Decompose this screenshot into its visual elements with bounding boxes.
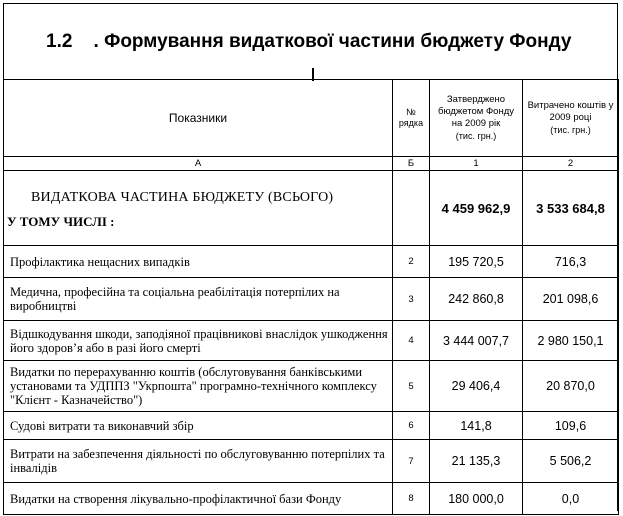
table-row (4, 321, 619, 361)
table-row (4, 278, 619, 321)
header-approved-unit: (тис. грн.) (455, 131, 497, 141)
total-approved: 4 459 962,9 (430, 171, 523, 246)
header-row (4, 80, 619, 157)
letter-b: Б (393, 157, 430, 171)
total-spent: 3 533 684,8 (523, 171, 619, 246)
table-row (4, 246, 619, 278)
header-approved-label: Затверджено бюджетом Фонду на 2009 рік (438, 94, 514, 129)
row-approved: 180 000,0 (430, 483, 523, 515)
title-row (4, 3, 617, 80)
row-name: Видатки по перерахуванню коштів (обслуговування банківськими установами та УДППЗ "Укрпошта" програмно-технічного комплексу "Клієнт - Казначейство") (4, 361, 393, 412)
row-no: 2 (393, 246, 430, 278)
row-approved: 21 135,3 (430, 440, 523, 483)
header-approved (430, 80, 523, 157)
expenditure-table (3, 79, 619, 515)
row-spent: 201 098,6 (523, 278, 619, 321)
letter-2: 2 (523, 157, 619, 171)
total-label-cell (4, 171, 393, 246)
row-spent: 716,3 (523, 246, 619, 278)
letter-1: 1 (430, 157, 523, 171)
row-spent: 20 870,0 (523, 361, 619, 412)
row-no: 8 (393, 483, 430, 515)
section-title (46, 31, 571, 53)
row-spent: 109,6 (523, 412, 619, 440)
header-spent-label: Витрачено коштів у 2009 році (527, 100, 614, 123)
row-name: Видатки на створення лікувально-профілактичної бази Фонду (4, 483, 393, 515)
column-letters-row (4, 157, 619, 171)
table-row (4, 412, 619, 440)
total-label: ВИДАТКОВА ЧАСТИНА БЮДЖЕТУ (ВСЬОГО) (31, 190, 334, 205)
row-name: Медична, професійна та соціальна реабілітація потерпілих на виробництві (4, 278, 393, 321)
row-name: Витрати на забезпечення діяльності по обслуговуванню потерпілих та інвалідів (4, 440, 393, 483)
section-title-text: . Формування видаткової частини бюджету Фонду (93, 31, 572, 52)
row-spent: 5 506,2 (523, 440, 619, 483)
total-row-no (393, 171, 430, 246)
header-row-no: № рядка (393, 80, 430, 157)
row-no: 4 (393, 321, 430, 361)
total-sublabel: У ТОМУ ЧИСЛІ : (7, 214, 115, 229)
row-name: Судові витрати та виконавчий збір (4, 412, 393, 440)
row-spent: 0,0 (523, 483, 619, 515)
row-no: 3 (393, 278, 430, 321)
section-number: 1.2 (46, 31, 73, 52)
row-spent: 2 980 150,1 (523, 321, 619, 361)
row-name: Відшкодування шкоди, заподіяної працівникові внаслідок ушкодження його здоров’я або в разі його смерті (4, 321, 393, 361)
row-no: 5 (393, 361, 430, 412)
header-indicators: Показники (4, 80, 393, 157)
table-row (4, 483, 619, 515)
row-approved: 141,8 (430, 412, 523, 440)
letter-a: А (4, 157, 393, 171)
table-row (4, 440, 619, 483)
table-row (4, 361, 619, 412)
row-name: Профілактика нещасних випадків (4, 246, 393, 278)
row-no: 7 (393, 440, 430, 483)
budget-sheet (3, 3, 618, 511)
row-no: 6 (393, 412, 430, 440)
header-spent (523, 80, 619, 157)
row-approved: 195 720,5 (430, 246, 523, 278)
row-approved: 3 444 007,7 (430, 321, 523, 361)
header-spent-unit: (тис. грн.) (550, 125, 591, 135)
row-approved: 29 406,4 (430, 361, 523, 412)
row-approved: 242 860,8 (430, 278, 523, 321)
total-row (4, 171, 619, 246)
